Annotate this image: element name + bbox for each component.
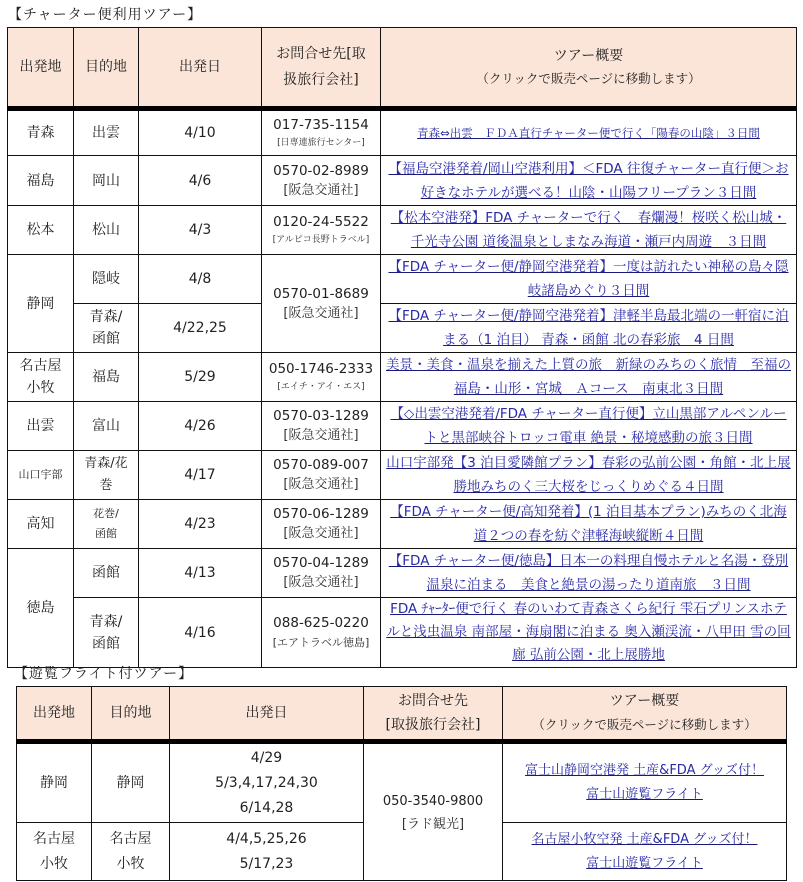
phone-number: 0570-089-007 [273, 457, 369, 473]
agency-name: [阪急交通社] [283, 182, 359, 198]
tour-link[interactable]: FDA ﾁｬｰﾀｰ便で行く 春のいわて青森さくら紀行 雫石プリンスホテルと浅虫温泉 南部屋・海扇閣に泊まる 奥入瀬渓流・八甲田 雪の回廊 弘前公園・北上展勝地 [386, 601, 791, 663]
destination-cell: 名古屋小牧 [92, 823, 170, 881]
date-line: 4/4,5,25,26 [226, 830, 307, 847]
header-destination: 目的地 [74, 28, 139, 109]
tour-link[interactable]: 【FDA チャーター便/徳島】日本一の料理自慢ホテルと名湯・登別温泉に泊まる 美食と絶景の湯ったり道南旅 ３日間 [388, 553, 789, 593]
agency-name: [阪急交通社] [283, 305, 359, 321]
date-cell: 4/10 [139, 109, 262, 156]
destination-cell: 岡山 [74, 156, 139, 206]
phone-number: 0570-03-1289 [273, 408, 369, 424]
contact-cell [262, 451, 381, 500]
destination-cell: 青森/函館 [74, 304, 139, 353]
contact-cell [364, 742, 503, 881]
agency-name: [阪急交通社] [283, 428, 359, 443]
phone-number: 017-735-1154 [273, 117, 369, 133]
date-cell: 4/16 [139, 598, 262, 668]
date-cell: 4/26 [139, 402, 262, 451]
table-row [17, 742, 787, 823]
destination-cell: 福島 [74, 353, 139, 402]
tour-link-line1[interactable]: 富士山静岡空港発 土産&FDA グッズ付！ [525, 763, 764, 778]
contact-cell [262, 156, 381, 206]
date-line: 6/14,28 [239, 799, 294, 816]
agency-name: [阪急交通社] [283, 575, 359, 590]
table-row [8, 109, 797, 156]
departure-cell: 出雲 [8, 402, 74, 451]
destination-cell: 函館 [74, 549, 139, 598]
phone-number: 0570-06-1289 [273, 506, 369, 522]
departure-cell: 静岡 [8, 255, 74, 353]
tour-link-line2[interactable]: 富士山遊覧フライト [586, 787, 703, 802]
header-contact-line1: お問合せ先 [398, 693, 468, 709]
departure-cell: 名古屋小牧 [8, 353, 74, 402]
tour-link[interactable]: 【松本空港発】FDA チャーターで行く 春爛漫！桜咲く松山城・千光寺公園 道後温泉としまなみ海道・瀬戸内周遊 ３日間 [390, 210, 787, 250]
date-line: 5/17,23 [239, 855, 294, 872]
date-cell: 4/3 [139, 206, 262, 255]
header-summary [381, 28, 797, 109]
agency-name: [阪急交通社] [283, 526, 359, 541]
tour-cell [503, 823, 787, 881]
header-summary-main: ツアー概要 [609, 693, 680, 709]
table-row [8, 549, 797, 598]
header-date: 出発日 [139, 28, 262, 109]
agency-name: [エアトラベル徳島] [272, 635, 370, 649]
header-destination: 目的地 [92, 687, 170, 742]
destination-cell: 隠岐 [74, 255, 139, 304]
table-row [8, 304, 797, 353]
tour-cell [381, 451, 797, 500]
phone-number: 050-1746-2333 [268, 361, 374, 377]
tour-cell [381, 206, 797, 255]
tour-cell [381, 500, 797, 549]
phone-number: 050-3540-9800 [382, 794, 484, 809]
tour-cell [381, 255, 797, 304]
phone-number: 0120-24-5522 [273, 214, 369, 230]
tour-link[interactable]: 【◇出雲空港発着/FDA チャーター直行便】立山黒部アルペンルートと黒部峡谷トロッコ電車 絶景・秘境感動の旅３日間 [390, 406, 787, 446]
departure-cell: 高知 [8, 500, 74, 549]
tour-cell [381, 549, 797, 598]
table-row [8, 402, 797, 451]
sightseeing-tour-table [16, 686, 787, 881]
departure-cell: 静岡 [17, 742, 92, 823]
destination-cell: 富山 [74, 402, 139, 451]
departure-cell: 山口宇部 [8, 451, 74, 500]
tour-link[interactable]: 【FDA チャーター便/高知発着】(1 泊目基本プラン)みちのく北海道２つの春を紡ぐ津軽海峡縦断４日間 [390, 504, 787, 544]
header-summary-main: ツアー概要 [553, 48, 624, 64]
header-contact [364, 687, 503, 742]
agency-name: [日専連旅行センター] [277, 138, 365, 148]
destination-cell: 松山 [74, 206, 139, 255]
date-cell [170, 823, 364, 881]
date-cell: 4/13 [139, 549, 262, 598]
tour-link-line1[interactable]: 名古屋小牧空発 土産&FDA グッズ付！ [531, 831, 758, 847]
contact-cell [262, 353, 381, 402]
table-row [8, 156, 797, 206]
departure-cell: 名古屋小牧 [17, 823, 92, 881]
date-line: 5/3,4,17,24,30 [215, 774, 318, 791]
charter-section-title: 【チャーター便利用ツアー】 [8, 7, 203, 23]
sightseeing-section-title: 【遊覧フライト付ツアー】 [14, 666, 194, 682]
contact-cell [262, 598, 381, 668]
date-cell: 4/17 [139, 451, 262, 500]
table-row [8, 206, 797, 255]
phone-number: 0570-01-8689 [273, 285, 369, 302]
departure-cell: 松本 [8, 206, 74, 255]
date-cell: 4/6 [139, 156, 262, 206]
contact-cell [262, 255, 381, 353]
contact-cell [262, 109, 381, 156]
agency-name: [アルピコ長野トラベル] [272, 235, 370, 245]
charter-tour-table [7, 27, 797, 668]
destination-cell: 青森/花巻 [74, 451, 139, 500]
date-cell: 4/22,25 [139, 304, 262, 353]
tour-link[interactable]: 美景・美食・温泉を揃えた上質の旅 新緑のみちのく旅情 至福の福島・山形・宮城 Ａコース 南東北３日間 [386, 357, 791, 397]
destination-cell: 出雲 [74, 109, 139, 156]
departure-cell: 徳島 [8, 549, 74, 668]
header-date: 出発日 [170, 687, 364, 742]
tour-cell [381, 304, 797, 353]
departure-cell: 福島 [8, 156, 74, 206]
destination-cell: 静岡 [92, 742, 170, 823]
tour-cell [381, 156, 797, 206]
destination-cell: 青森/函館 [74, 598, 139, 668]
table-row [8, 255, 797, 304]
tour-link[interactable]: 青森⇔出雲 ＦＤＡ直行チャーター便で行く「陽春の山陰」３日間 [417, 126, 760, 140]
contact-cell [262, 549, 381, 598]
date-line: 4/29 [250, 749, 283, 766]
agency-name: [阪急交通社] [283, 477, 359, 492]
header-contact: お問合せ先[取扱旅行会社] [262, 28, 381, 109]
phone-number: 0570-04-1289 [273, 555, 369, 571]
date-cell: 4/8 [139, 255, 262, 304]
tour-cell [503, 742, 787, 823]
tour-link-line2[interactable]: 富士山遊覧フライト [586, 855, 703, 871]
header-summary [503, 687, 787, 742]
table-row [8, 598, 797, 668]
tour-cell [381, 109, 797, 156]
tour-link[interactable]: 【FDA チャーター便/静岡空港発着】津軽半島最北端の一軒宿に泊まる（1 泊目） 青森・函館 北の春彩旅 4 日間 [388, 308, 789, 348]
departure-cell: 青森 [8, 109, 74, 156]
date-cell: 4/23 [139, 500, 262, 549]
destination-cell: 花巻/函館 [74, 500, 139, 549]
tour-cell [381, 598, 797, 668]
tour-link[interactable]: 山口宇部発【3 泊目愛隣館プラン】春彩の弘前公園・角館・北上展勝地みちのく三大桜をじっくりめぐる４日間 [386, 455, 791, 495]
contact-cell [262, 206, 381, 255]
phone-number: 0570-02-8989 [273, 162, 369, 179]
agency-name: [エイチ・アイ・エス] [277, 382, 365, 392]
table-row [8, 500, 797, 549]
table-row [8, 451, 797, 500]
agency-name: [ラド観光] [401, 817, 465, 832]
date-cell [170, 742, 364, 823]
tour-link[interactable]: 【FDA チャーター便/静岡空港発着】一度は訪れたい神秘の島々隠岐諸島めぐり３日間 [388, 259, 789, 299]
header-summary-sub: （クリックで販売ページに移動します） [476, 71, 701, 86]
contact-cell [262, 500, 381, 549]
date-cell: 5/29 [139, 353, 262, 402]
contact-cell [262, 402, 381, 451]
header-departure: 出発地 [17, 687, 92, 742]
tour-cell [381, 402, 797, 451]
header-summary-sub: （クリックで販売ページに移動します） [532, 717, 757, 732]
table-row [8, 353, 797, 402]
tour-link[interactable]: 【福島空港発着/岡山空港利用】＜FDA 往復チャーター直行便＞お好きなホテルが選べる！山陰・山陽フリープラン３日間 [388, 160, 789, 201]
header-departure: 出発地 [8, 28, 74, 109]
phone-number: 088-625-0220 [273, 614, 369, 631]
header-contact-line2: [取扱旅行会社] [385, 717, 481, 733]
tour-cell [381, 353, 797, 402]
